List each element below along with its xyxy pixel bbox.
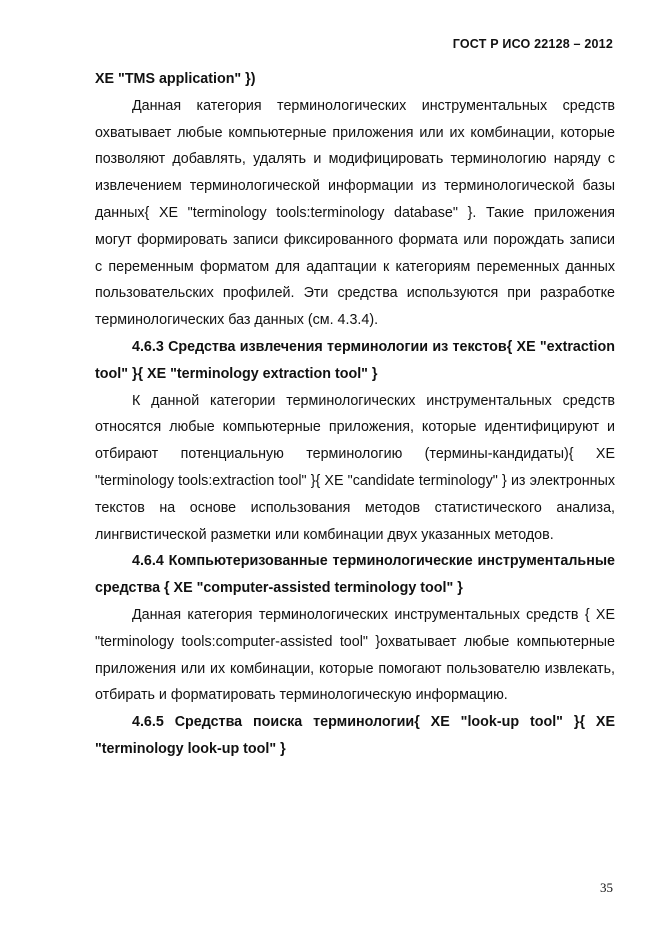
- page-number: 35: [600, 880, 613, 895]
- section-heading-4-6-3: 4.6.3 Средства извлечения терминологии из текстов{ XE "extraction tool" }{ XE "terminology extraction tool" }: [95, 338, 615, 382]
- section-heading-4-6-5: 4.6.5 Средства поиска терминологии{ XE "look-up tool" }{ XE "terminology look-up tool" }: [95, 714, 615, 757]
- standard-header: ГОСТ Р ИСО 22128 – 2012: [452, 37, 613, 51]
- body-text: [95, 66, 615, 763]
- section-heading-4-6-4: 4.6.4 Компьютеризованные терминологические инструментальные средства { XE "computer-assisted terminology tool" }: [95, 553, 615, 597]
- paragraph-computer-assisted-tools: Данная категория терминологических инструментальных средств { XE "terminology tools:computer-assisted tool" }охватывает любые компьютерные приложения или их комбинации, которые помогают пользователю извлекать, отбирать и форматировать терминологическую информацию.: [95, 606, 615, 704]
- paragraph-tms-description: Данная категория терминологических инструментальных средств охватывает любые компьютерные приложения или их комбинации, которые позволяют добавлять, удалять и модифицировать терминологию наряду с извлечением терминологической информации из терминологической базы данных{ XE "terminology tools:terminology database" }. Такие приложения могут формировать записи фиксированного формата или порождать записи с переменным форматом для адаптации к категориям переменных данных пользовательских профилей. Эти средства используются при разработке терминологических баз данных (см. 4.3.4).: [95, 97, 615, 329]
- paragraph-extraction-tools: К данной категории терминологических инструментальных средств относятся любые компьютерные приложения, которые идентифицируют и отбирают потенциальную терминологию (термины-кандидаты){ XE "terminology tools:extraction tool" }{ XE "candidate terminology" } из электронных текстов на основе использования методов статистического анализа, лингвистической разметки или комбинации двух указанных методов.: [95, 392, 615, 543]
- heading-continuation: XE "TMS application" }): [95, 71, 256, 87]
